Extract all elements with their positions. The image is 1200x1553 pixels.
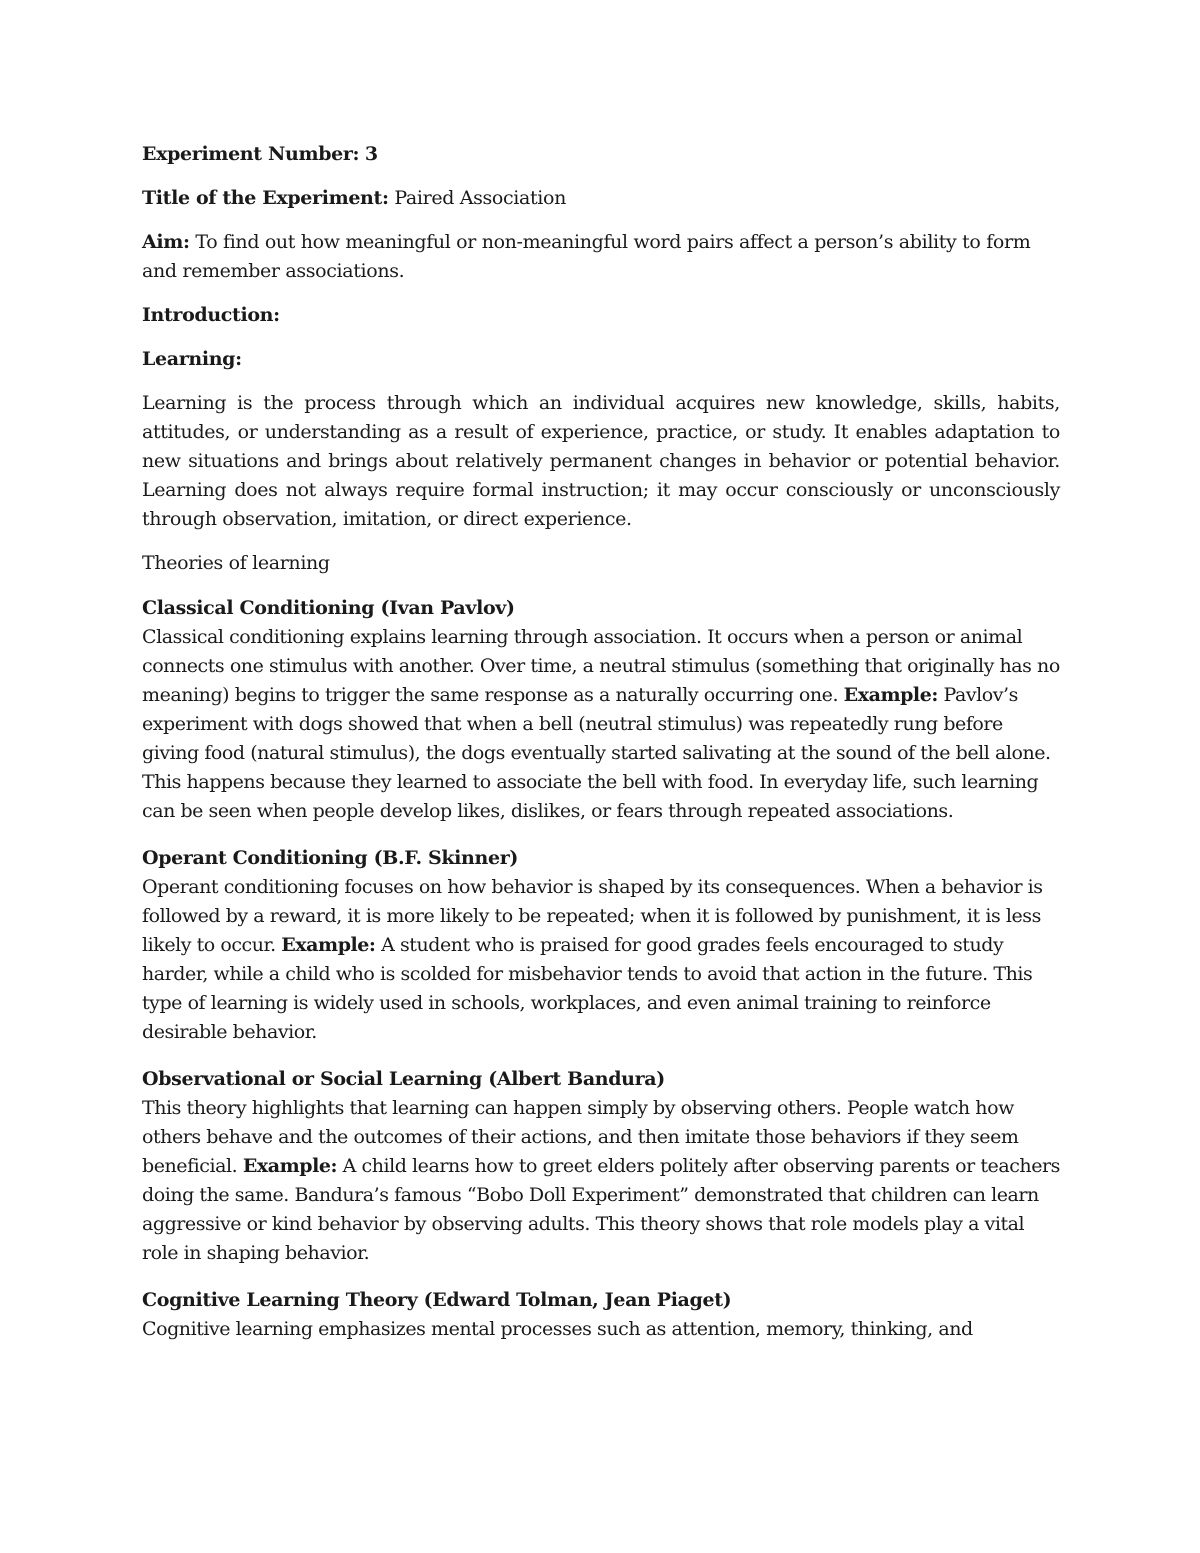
- aim-label: Aim:: [142, 231, 190, 253]
- theory-section-classical: [142, 594, 1060, 826]
- example-label: Example:: [242, 1155, 338, 1177]
- experiment-number-label: Experiment Number:: [142, 143, 360, 165]
- experiment-title-line: [142, 184, 1060, 213]
- theory-body: [142, 1315, 1060, 1344]
- theory-heading: Cognitive Learning Theory (Edward Tolman, Jean Piaget): [142, 1289, 732, 1311]
- theory-heading: Observational or Social Learning (Albert Bandura): [142, 1068, 665, 1090]
- example-label: Example:: [843, 684, 938, 706]
- theory-body: [142, 1094, 1060, 1268]
- theory-body: [142, 623, 1060, 826]
- theory-text: Operant conditioning focuses on how behavior is shaped by its consequences. When a behavior is followed by a reward, it is more likely to be repeated; when it is followed by punishment, it is less likely to occur.: [142, 876, 1043, 956]
- introduction-heading: Introduction:: [142, 304, 280, 326]
- theories-heading: Theories of learning: [142, 552, 330, 574]
- theory-section-observational: [142, 1065, 1060, 1268]
- theory-example-text: Pavlov’s experiment with dogs showed that when a bell (neutral stimulus) was repeatedly rung before giving food (natural stimulus), the dogs eventually started salivating at the sound of the bell alone. This happens because they learned to associate the bell with food. In everyday life, such learning can be seen when people develop likes, dislikes, or fears through repeated associations.: [142, 684, 1051, 822]
- theory-text: Classical conditioning explains learning through association. It occurs when a person or animal connects one stimulus with another. Over time, a neutral stimulus (something that originally has no meaning) begins to trigger the same response as a naturally occurring one.: [142, 626, 1060, 706]
- theory-section-cognitive: [142, 1286, 1060, 1344]
- theory-body: [142, 873, 1060, 1047]
- experiment-title-value: Paired Association: [394, 187, 566, 209]
- aim-paragraph: [142, 228, 1060, 286]
- theory-example-text: A child learns how to greet elders politely after observing parents or teachers doing the same. Bandura’s famous “Bobo Doll Experiment” demonstrated that children can learn aggressive or kind behavior by observing adults. This theory shows that role models play a vital role in shaping behavior.: [142, 1155, 1060, 1264]
- experiment-number-line: [142, 140, 1060, 169]
- theory-text: This theory highlights that learning can happen simply by observing others. People watch how others behave and the outcomes of their actions, and then imitate those behaviors if they seem beneficial.: [142, 1097, 1019, 1177]
- theory-example-text: A student who is praised for good grades feels encouraged to study harder, while a child who is scolded for misbehavior tends to avoid that action in the future. This type of learning is widely used in schools, workplaces, and even animal training to reinforce desirable behavior.: [142, 934, 1033, 1043]
- theory-section-operant: [142, 844, 1060, 1047]
- learning-paragraph: Learning is the process through which an individual acquires new knowledge, skills, habits, attitudes, or understanding as a result of experience, practice, or study. It enables adaptation to new situations and brings about relatively permanent changes in behavior or potential behavior. Learning does not always require formal instruction; it may occur consciously or unconsciously through observation, imitation, or direct experience.: [142, 392, 1060, 530]
- theory-heading: Classical Conditioning (Ivan Pavlov): [142, 597, 515, 619]
- experiment-title-label: Title of the Experiment:: [142, 187, 389, 209]
- example-label: Example:: [281, 934, 376, 956]
- theory-heading: Operant Conditioning (B.F. Skinner): [142, 847, 519, 869]
- theory-text: Cognitive learning emphasizes mental processes such as attention, memory, thinking, and: [142, 1318, 973, 1340]
- experiment-number-value: 3: [364, 143, 378, 165]
- learning-heading: Learning:: [142, 348, 242, 370]
- document-page: [142, 140, 1060, 1362]
- aim-text: To find out how meaningful or non-meaningful word pairs affect a person’s ability to form and remember associations.: [142, 231, 1031, 282]
